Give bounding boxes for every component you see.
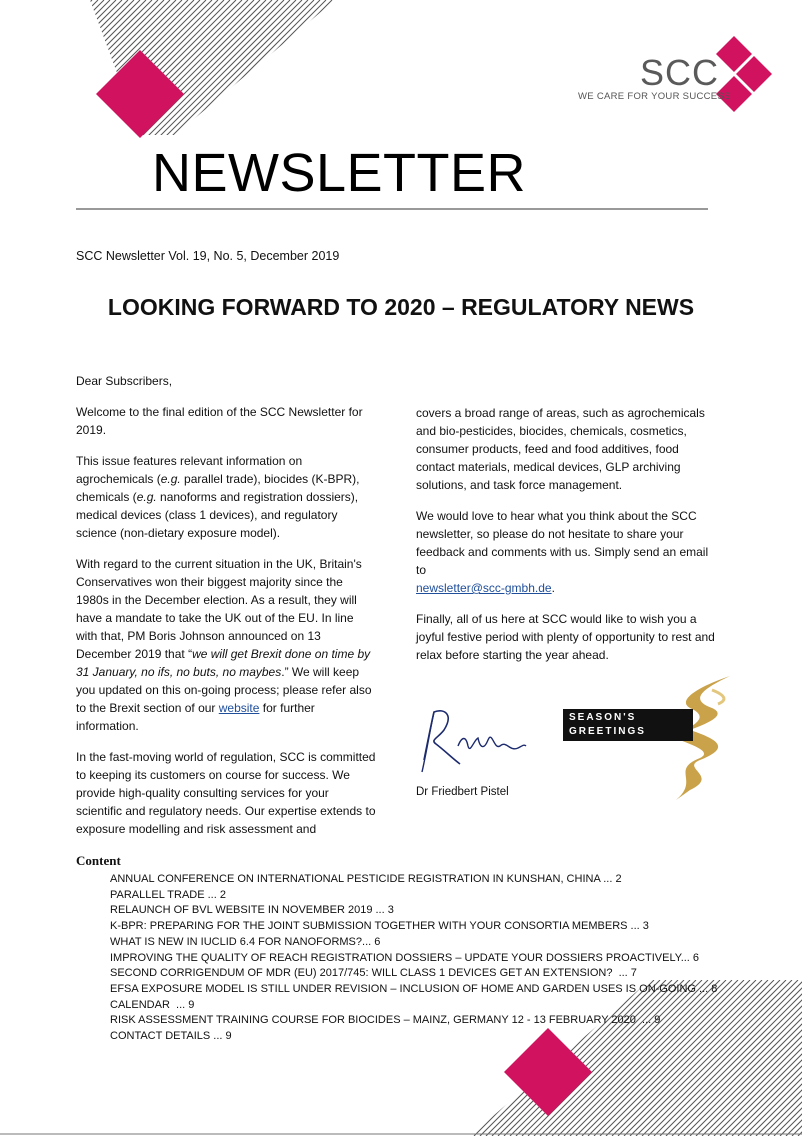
closing-paragraph: Finally, all of us here at SCC would like to wish you a joyful festive period with plenty of opportunity to rest and relax before starting the year ahead. [416, 612, 715, 662]
issue-topics-paragraph: This issue features relevant information on agrochemicals (e.g. parallel trade), biocides (K-BPR), chemicals (e.g. nanoforms and registration dossiers), medical devices (class 1 devices), and regulatory science (non-dietary exposure model). [76, 454, 360, 540]
email-link[interactable]: newsletter@scc-gmbh.de [416, 581, 552, 595]
toc-item[interactable]: K-BPR: PREPARING FOR THE JOINT SUBMISSION TOGETHER WITH YOUR CONSORTIA MEMBERS ... 3 [110, 920, 649, 933]
title-divider [76, 208, 708, 210]
toc-item[interactable]: RISK ASSESSMENT TRAINING COURSE FOR BIOCIDES – MAINZ, GERMANY 12 - 13 FEBRUARY 2020 ... 9 [110, 1014, 661, 1027]
handwritten-signature [414, 700, 534, 780]
table-of-contents [110, 872, 717, 1045]
toc-item[interactable]: CONTACT DETAILS ... 9 [110, 1030, 232, 1043]
newsletter-title: NEWSLETTER [152, 143, 527, 203]
toc-item[interactable]: WHAT IS NEW IN IUCLID 6.4 FOR NANOFORMS?... 6 [110, 935, 381, 948]
volume-line: SCC Newsletter Vol. 19, No. 5, December 2019 [76, 249, 340, 263]
left-column [76, 372, 376, 851]
brand-name: SCC [640, 52, 720, 93]
toc-item[interactable]: IMPROVING THE QUALITY OF REACH REGISTRATION DOSSIERS – UPDATE YOUR DOSSIERS PROACTIVELY... 6 [110, 951, 700, 964]
content-heading: Content [76, 853, 121, 868]
expertise-paragraph: In the fast-moving world of regulation, SCC is committed to keeping its customers on course for success. We provide high-quality consulting services for your scientific and regulatory needs. Our expertise extends to exposure modelling and risk assessment and [76, 750, 376, 836]
toc-item[interactable]: PARALLEL TRADE ... 2 [110, 888, 226, 901]
toc-item[interactable]: ANNUAL CONFERENCE ON INTERNATIONAL PESTICIDE REGISTRATION IN KUNSHAN, CHINA ... 2 [110, 873, 622, 885]
feedback-paragraph: We would love to hear what you think about the SCC newsletter, so please do not hesitate to share your feedback and comments with us. Simply send an email to newsletter@scc-gmbh.de. [416, 509, 709, 595]
website-link[interactable]: website [218, 701, 260, 715]
toc-item[interactable]: CALENDAR ... 9 [110, 998, 195, 1011]
signatory-name: Dr Friedbert Pistel [416, 786, 509, 798]
brand-tagline: WE CARE FOR YOUR SUCCESS [578, 91, 731, 102]
seasons-greetings-badge: SEASON'S GREETINGS [563, 709, 693, 741]
brexit-paragraph: With regard to the current situation in the UK, Britain's Conservatives won their biggest majority since the 1980s in the December election. As a result, they will have a mandate to take the UK out of the EU. In line with that, PM Boris Johnson announced on 13 December 2019 that “we will get Brexit done on time by 31 January, no ifs, no buts, no maybes.” We will keep you updated on this on-going process; please refer also to the Brexit section of our website for further information. [76, 557, 372, 733]
toc-item[interactable]: SECOND CORRIGENDUM OF MDR (EU) 2017/745: WILL CLASS 1 DEVICES GET AN EXTENSION? ... 7 [110, 967, 637, 980]
toc-item[interactable]: EFSA EXPOSURE MODEL IS STILL UNDER REVISION – INCLUSION OF HOME AND GARDEN USES IS ON-GOING ... 8 [110, 982, 718, 995]
greeting: Dear Subscribers, [76, 374, 173, 388]
toc-item[interactable]: RELAUNCH OF BVL WEBSITE IN NOVEMBER 2019 ... 3 [110, 904, 394, 917]
right-column [416, 404, 716, 677]
areas-paragraph: covers a broad range of areas, such as agrochemicals and bio-pesticides, biocides, chemicals, cosmetics, consumer products, feed and food additives, food contact materials, medical devices, GLP archiving solutions, and task force management. [416, 406, 705, 492]
intro-paragraph: Welcome to the final edition of the SCC Newsletter for 2019. [76, 405, 363, 437]
headline: LOOKING FORWARD TO 2020 – REGULATORY NEWS [107, 294, 695, 320]
